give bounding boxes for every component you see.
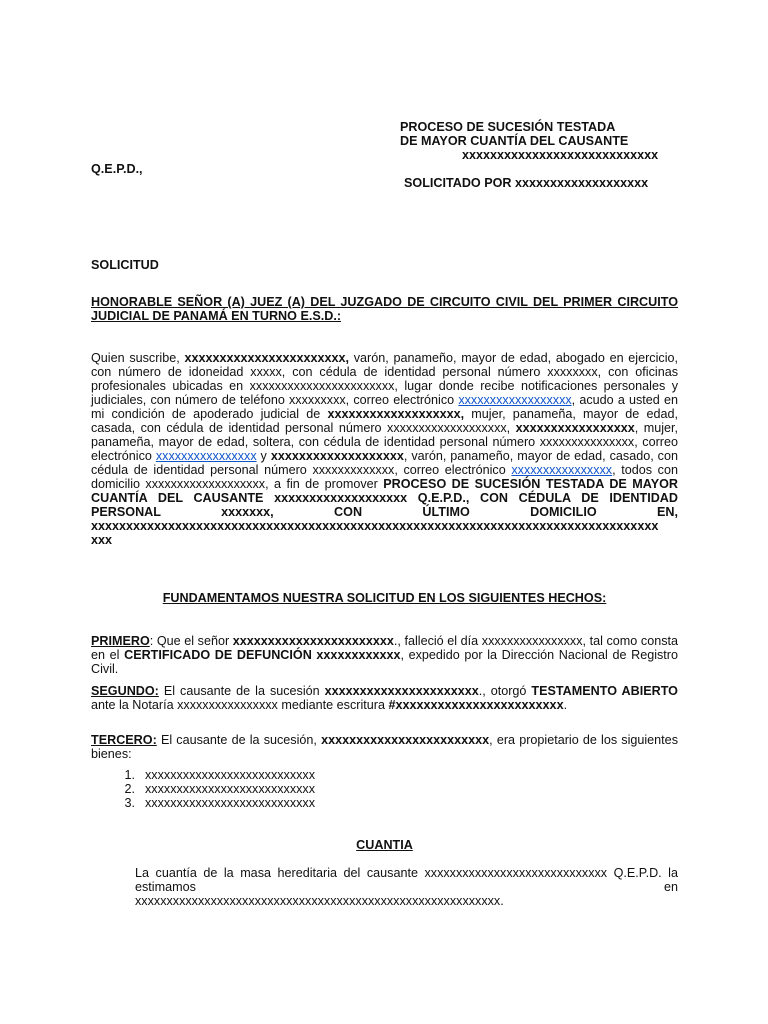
intro-text: mujer, panameña, mayor de edad, casada, con cédula de identidad personal número xxxxxxxxxxxxxxxxxxx,: [91, 407, 678, 435]
deceased-name: xxxxxxxxxxxxxxxxxxxxxxx: [232, 634, 394, 648]
hechos-title: FUNDAMENTAMOS NUESTRA SOLICITUD EN LOS SIGUIENTES HECHOS:: [162, 591, 607, 605]
header-line-3: xxxxxxxxxxxxxxxxxxxxxxxxxxxx: [462, 148, 659, 162]
cuantia-line-2: xxxxxxxxxxxxxxxxxxxxxxxxxxxxxxxxxxxxxxxxxxxxxxxxxxxxxxxxxx.: [135, 894, 504, 908]
intro-paragraph: [91, 351, 678, 547]
segundo-text: .: [563, 698, 568, 712]
death-certificate: CERTIFICADO DE DEFUNCIÓN xxxxxxxxxxxx: [124, 648, 401, 662]
client-name-2: xxxxxxxxxxxxxxxxx: [515, 421, 635, 435]
intro-text: , todos con domicilio xxxxxxxxxxxxxxxxxxx, a fin de promover: [91, 463, 678, 491]
list-item: [91, 782, 315, 796]
tercero-label: TERCERO:: [91, 733, 157, 747]
segundo-text: El causante de la sucesión: [158, 684, 325, 698]
primero-colon: :: [149, 634, 154, 648]
segundo-text: ., otorgó: [478, 684, 532, 698]
intro-text: , mujer, panameña, mayor de edad, soltera, con cédula de identidad personal número xxxxxxxxxxxxxxx, correo electrónico: [91, 421, 678, 463]
list-item-text: xxxxxxxxxxxxxxxxxxxxxxxxxxx: [145, 768, 316, 782]
primero-label: PRIMERO: [91, 634, 150, 648]
list-item-number: 3.: [124, 796, 135, 810]
intro-text: , varón, panameño, mayor de edad, casado, con cédula de identidad personal número xxxxxxxxxxxxx, correo electrónico: [91, 449, 678, 477]
header-line-2: DE MAYOR CUANTÍA DEL CAUSANTE: [400, 134, 629, 148]
list-item-text: xxxxxxxxxxxxxxxxxxxxxxxxxxx: [145, 782, 316, 796]
addressee: HONORABLE SEÑOR (A) JUEZ (A) DEL JUZGADO DE CIRCUITO CIVIL DEL PRIMER CIRCUITO JUDICIAL DE PANAMÁ EN TURNO E.S.D.:: [91, 295, 678, 323]
primero-text: Que el señor: [153, 634, 233, 648]
hecho-tercero: [91, 733, 678, 761]
segundo-label: SEGUNDO:: [91, 684, 159, 698]
intro-text: varón, panameño, mayor de edad, abogado en ejercicio, con número de idoneidad xxxxx, con cédula de identidad personal número xxxxxxxx, con oficinas profesionales ubicadas en xxxxxxxxxxxxxxxxxxxxxxx, lugar donde recibe notificaciones personales y judiciales, con número de teléfono xxxxxxxxx, correo electrónico: [91, 351, 678, 407]
list-item-number: 1.: [124, 768, 135, 782]
list-item: [91, 796, 315, 810]
deceased-name: xxxxxxxxxxxxxxxxxxxxxx: [324, 684, 479, 698]
tercero-text: El causante de la sucesión,: [156, 733, 322, 747]
primero-text: , expedido por la Dirección Nacional de Registro Civil.: [91, 648, 678, 676]
cuantia-title: CUANTIA: [356, 838, 413, 852]
primero-text: ., falleció el día xxxxxxxxxxxxxxxx, tal como consta en el: [91, 634, 679, 662]
email-link-1[interactable]: xxxxxxxxxxxxxxxxxx: [458, 393, 572, 407]
header-qepd: Q.E.P.D.,: [91, 162, 143, 176]
solicitud-label: SOLICITUD: [91, 258, 159, 272]
attorney-name: xxxxxxxxxxxxxxxxxxxxxxx,: [184, 351, 350, 365]
header-line-1: PROCESO DE SUCESIÓN TESTADA: [400, 120, 616, 134]
email-link-3[interactable]: xxxxxxxxxxxxxxxx: [511, 463, 613, 477]
header-solicitado: SOLICITADO POR xxxxxxxxxxxxxxxxxxx: [404, 176, 649, 190]
list-item-number: 2.: [124, 782, 135, 796]
segundo-text: ante la Notaría xxxxxxxxxxxxxxxx mediante escritura: [91, 698, 389, 712]
testamento-abierto: TESTAMENTO ABIERTO: [531, 684, 678, 698]
client-name-1: xxxxxxxxxxxxxxxxxxx,: [327, 407, 465, 421]
deceased-name: xxxxxxxxxxxxxxxxxxxxxxxx: [321, 733, 490, 747]
hecho-primero: [91, 634, 678, 676]
list-item: [91, 768, 315, 782]
cuantia-line-1: La cuantía de la masa hereditaria del causante xxxxxxxxxxxxxxxxxxxxxxxxxxxxx Q.E.P.D. la estimamos en: [135, 866, 678, 894]
tercero-text: , era propietario de los siguientes bienes:: [91, 733, 678, 761]
hecho-segundo: [91, 684, 678, 712]
intro-text: y: [256, 449, 271, 463]
process-description: PROCESO DE SUCESIÓN TESTADA DE MAYOR CUANTÍA DEL CAUSANTE xxxxxxxxxxxxxxxxxxx Q.E.P.D., CON CÉDULA DE IDENTIDAD PERSONAL xxxxxxx, CON ÚLTIMO DOMICILIO EN, xxxxxxxxxxxxxxxxxxxxxxxxxxxxxxxxxxxxxxxxxxxxxxxxxxxxxxxxxxxxxxxxxxxxxxxxxxxxxxxxx xxx: [91, 477, 678, 547]
intro-text: Quien suscribe,: [91, 351, 185, 365]
intro-text: , acudo a usted en mi condición de apoderado judicial de: [91, 393, 678, 421]
list-item-text: xxxxxxxxxxxxxxxxxxxxxxxxxxx: [145, 796, 316, 810]
email-link-2[interactable]: xxxxxxxxxxxxxxxx: [155, 449, 257, 463]
escritura-number: #xxxxxxxxxxxxxxxxxxxxxxxx: [388, 698, 564, 712]
bienes-list: [91, 768, 315, 810]
client-name-3: xxxxxxxxxxxxxxxxxxx: [270, 449, 404, 463]
